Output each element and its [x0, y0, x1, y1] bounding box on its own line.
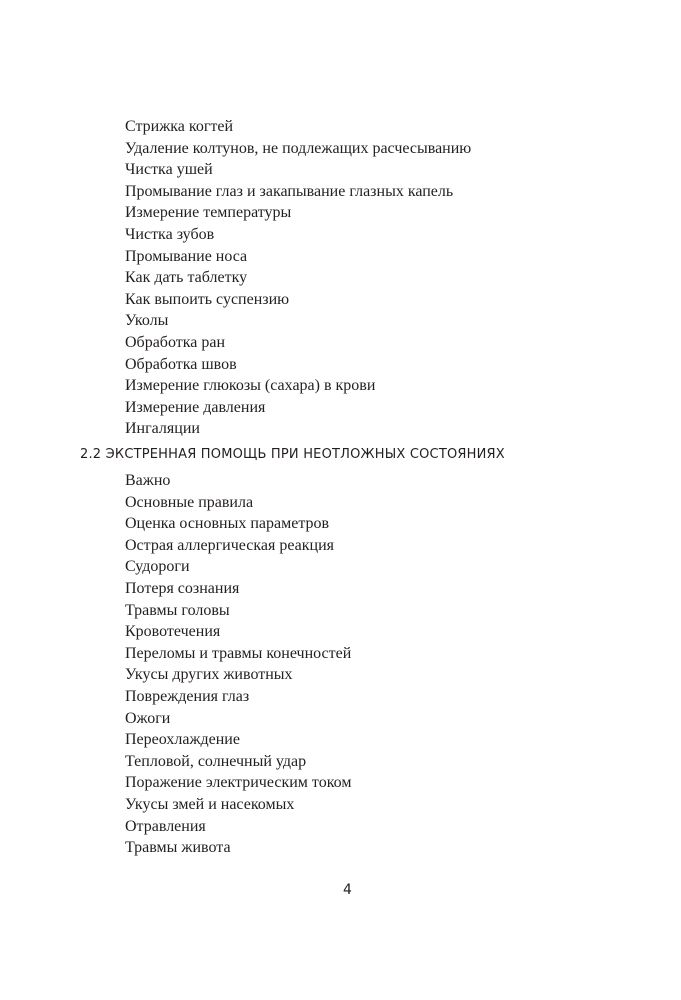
toc-entry: Удаление колтунов, не подлежащих расчесыванию [125, 139, 472, 157]
toc-entry: Обработка ран [125, 333, 226, 351]
toc-entry: Укусы других животных [125, 666, 293, 684]
toc-entry: Чистка ушей [125, 161, 213, 179]
toc-entry: Повреждения глаз [125, 687, 250, 705]
toc-entry: Судороги [125, 558, 190, 576]
toc-entry: Переломы и травмы конечностей [125, 644, 352, 662]
toc-entry: Промывание носа [125, 247, 248, 265]
toc-entry: Ингаляции [125, 420, 200, 438]
toc-entry: Основные правила [125, 493, 254, 511]
toc-entry: Как выпоить суспензию [125, 290, 290, 308]
toc-entry: Промывание глаз и закапывание глазных капель [125, 182, 454, 200]
toc-entry: Укусы змей и насекомых [125, 795, 295, 813]
toc-entry: Измерение глюкозы (сахара) в крови [125, 377, 376, 395]
toc-entry: Уколы [125, 312, 169, 330]
toc-entry: Чистка зубов [125, 225, 215, 243]
toc-entry: Травмы живота [125, 839, 231, 857]
toc-entry: Ожоги [125, 709, 171, 727]
toc-entry: Оценка основных параметров [125, 515, 330, 533]
toc-list-section-1 [125, 116, 471, 440]
toc-entry: Важно [125, 472, 171, 489]
toc-entry: Стрижка когтей [125, 118, 234, 135]
toc-entry: Измерение температуры [125, 204, 292, 222]
toc-entry: Поражение электрическим током [125, 774, 352, 792]
toc-entry: Травмы головы [125, 601, 230, 619]
toc-entry: Кровотечения [125, 623, 221, 641]
page-number: 4 [343, 882, 352, 898]
toc-entry: Обработка швов [125, 355, 237, 373]
toc-entry: Переохлаждение [125, 731, 240, 749]
toc-entry: Как дать таблетку [125, 269, 248, 287]
toc-entry: Измерение давления [125, 398, 266, 416]
toc-entry: Острая аллергическая реакция [125, 536, 335, 554]
toc-entry: Потеря сознания [125, 579, 240, 597]
section-heading: 2.2 ЭКСТРЕННАЯ ПОМОЩЬ ПРИ НЕОТЛОЖНЫХ СОСТОЯНИЯХ [80, 447, 505, 462]
toc-entry: Отравления [125, 817, 206, 835]
toc-list-section-2 [125, 470, 351, 859]
toc-entry: Тепловой, солнечный удар [125, 752, 307, 770]
